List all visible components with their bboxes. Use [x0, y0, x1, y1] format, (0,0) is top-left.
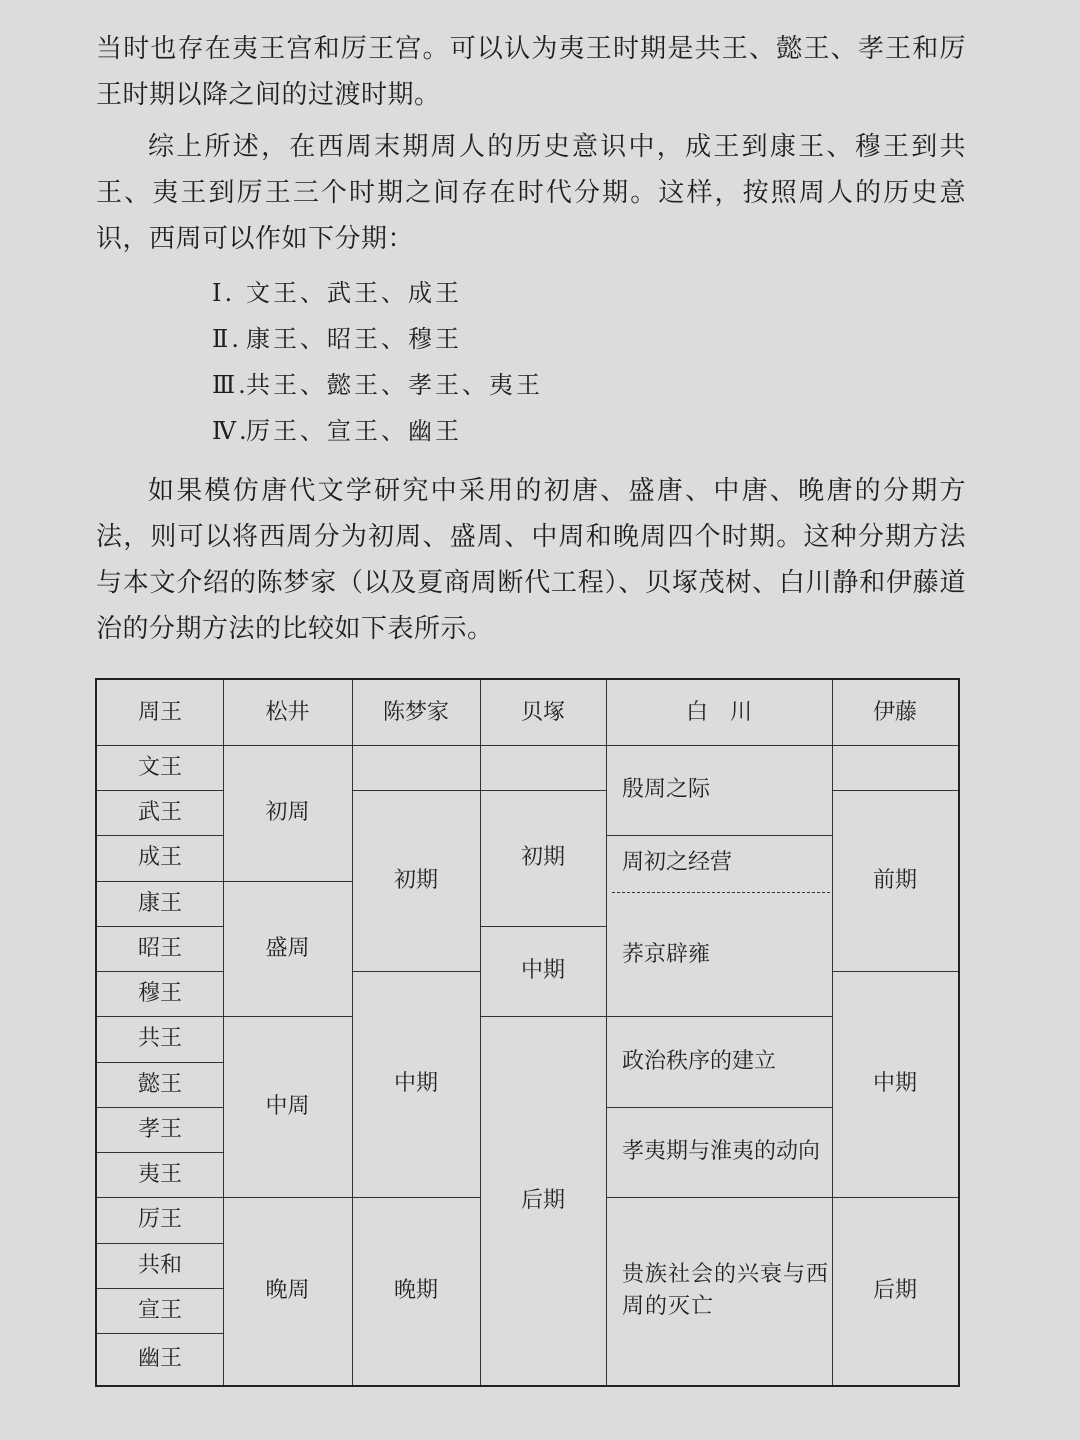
ito-cell: 后期 [872, 1278, 917, 1303]
king-cell: 成王 [137, 845, 182, 870]
ito-cell: 中期 [872, 1071, 917, 1096]
paragraph-2: 综上所述，在西周末期周人的历史意识中，成王到康王、穆王到共王、夷王到厉王三个时期之间存在时代分期。这样，按照周人的历史意识，西周可以作如下分期： [96, 132, 966, 254]
shirakawa-cell: 政治秩序的建立 [622, 1048, 777, 1074]
period-item [212, 270, 543, 316]
shirakawa-cell: 孝夷期与淮夷的动向 [622, 1139, 821, 1164]
king-cell: 宣王 [137, 1297, 182, 1323]
matsui-cell: 中周 [265, 1093, 310, 1119]
period-kings: 共王、懿王、孝王、夷王 [246, 371, 543, 399]
king-cell: 康王 [137, 890, 182, 916]
period-list [212, 270, 543, 454]
header-shirakawa: 白 川 [685, 699, 752, 725]
shirakawa-cell-text: 贵族社会的兴衰与西周的灭亡 [622, 1262, 830, 1319]
period-number: Ⅰ. [212, 279, 236, 307]
paragraph-3: 如果模仿唐代文学研究中采用的初唐、盛唐、中唐、晚唐的分期方法，则可以将西周分为初周、盛周、中周和晚周四个时期。这种分期方法与本文介绍的陈梦家（以及夏商周断代工程）、贝塚茂树、白川静和伊藤道治的分期方法的比较如下表所示。 [96, 476, 966, 644]
king-cell: 昭王 [137, 935, 182, 961]
kaizuka-cell: 后期 [520, 1187, 565, 1213]
king-cell: 幽王 [137, 1346, 182, 1371]
header-zhouwang: 周王 [137, 699, 182, 725]
king-cell: 懿王 [137, 1071, 182, 1097]
header-matsui: 松井 [265, 699, 310, 725]
header-chen: 陈梦家 [382, 699, 449, 725]
period-kings: 康王、昭王、穆王 [246, 325, 462, 353]
king-cell: 文王 [137, 754, 182, 780]
paragraph-1: 当时也存在夷王宫和厉王宫。可以认为夷王时期是共王、懿王、孝王和厉王时期以降之间的过渡时期。 [96, 34, 966, 110]
period-number: Ⅳ. [212, 417, 250, 445]
shirakawa-cell [606, 1197, 832, 1385]
period-number: Ⅱ. [212, 325, 242, 353]
matsui-cell: 盛周 [265, 935, 310, 961]
period-item [212, 316, 543, 362]
shirakawa-cell: 荞京辟雍 [622, 942, 711, 967]
period-number: Ⅲ. [212, 371, 249, 399]
king-cell: 孝王 [137, 1116, 182, 1142]
period-kings: 厉王、宣王、幽王 [246, 417, 462, 445]
king-cell: 共和 [137, 1252, 182, 1278]
kaizuka-cell: 初期 [520, 845, 565, 870]
header-ito: 伊藤 [872, 699, 917, 725]
header-kaizuka: 贝塚 [520, 699, 565, 725]
chen-cell: 晚期 [393, 1278, 438, 1303]
period-item [212, 408, 543, 454]
matsui-cell: 初周 [265, 800, 310, 825]
kaizuka-cell: 中期 [520, 958, 565, 983]
king-cell: 厉王 [137, 1207, 182, 1232]
king-cell: 穆王 [137, 980, 182, 1006]
king-cell: 共王 [137, 1026, 182, 1051]
shirakawa-cell: 周初之经营 [622, 850, 733, 875]
king-cell: 武王 [137, 799, 182, 825]
period-kings: 文王、武王、成王 [246, 279, 462, 307]
chen-cell: 中期 [393, 1071, 438, 1096]
ito-cell: 前期 [872, 867, 917, 893]
periodization-table [95, 678, 960, 1387]
king-cell: 夷王 [137, 1161, 182, 1187]
chen-cell: 初期 [393, 867, 438, 893]
matsui-cell: 晚周 [265, 1278, 310, 1303]
period-item [212, 362, 543, 408]
shirakawa-cell: 殷周之际 [622, 777, 711, 802]
